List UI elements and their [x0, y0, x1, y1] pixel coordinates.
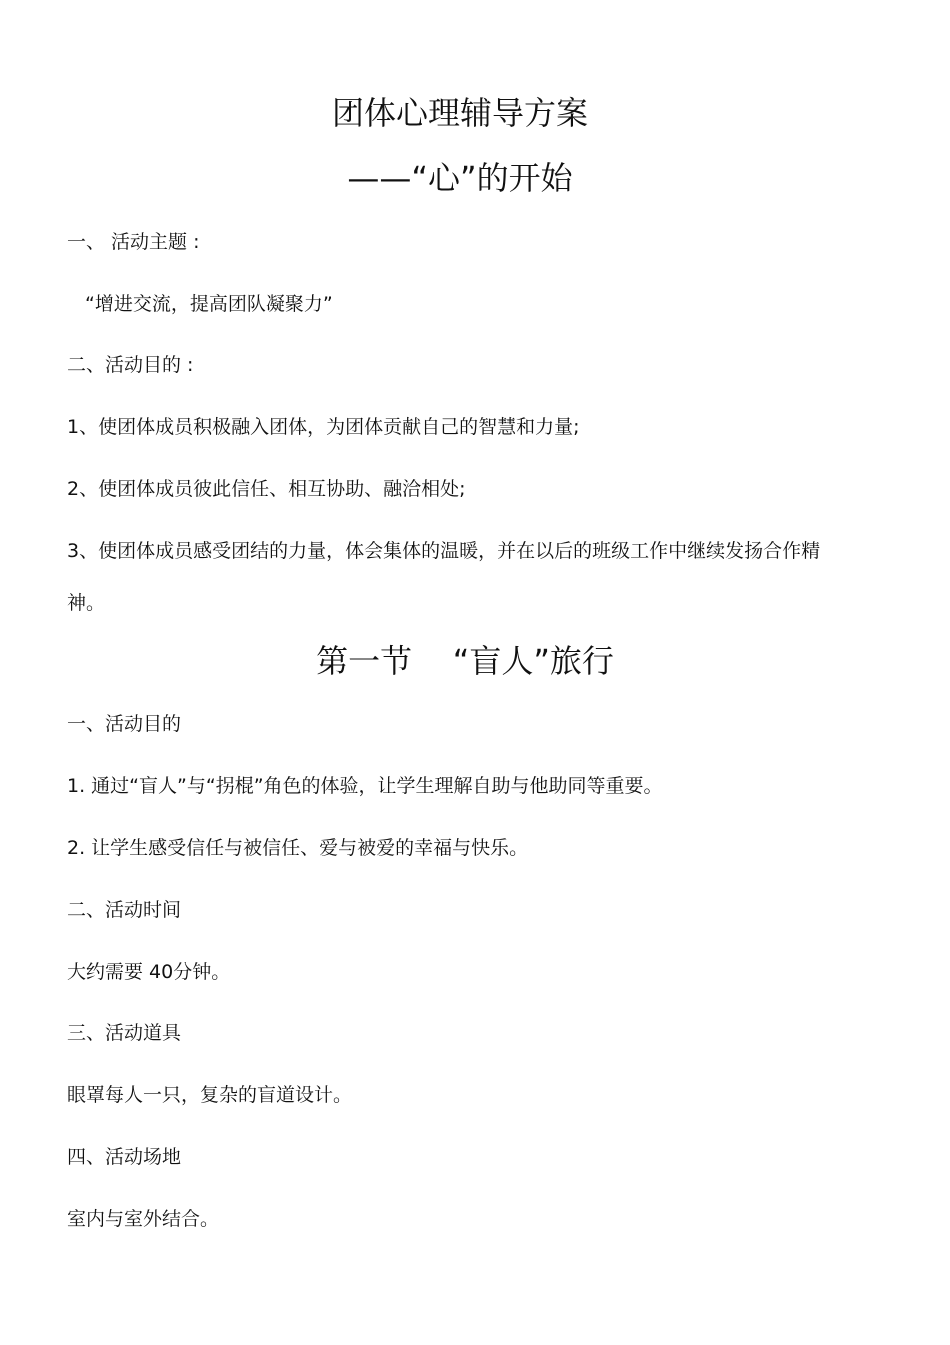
goal-heading: 一、活动目的: [67, 713, 182, 735]
document-title: 团体心理辅导方案: [331, 94, 588, 132]
time-text: 大约需要 40分钟。: [67, 961, 231, 983]
venue-heading: 四、活动场地: [67, 1146, 182, 1168]
document-subtitle: ——“心”的开始: [347, 159, 573, 197]
purpose-item-2: 2、使团体成员彼此信任、相互协助、融洽相处;: [67, 478, 466, 500]
purpose-item-1: 1、使团体成员积极融入团体，为团体贡献自己的智慧和力量;: [67, 416, 580, 438]
theme-heading: 一、 活动主题 :: [67, 231, 200, 253]
theme-text: “增进交流，提高团队凝聚力”: [85, 293, 333, 315]
venue-text: 室内与室外结合。: [67, 1208, 220, 1230]
props-text: 眼罩每人一只，复杂的盲道设计。: [67, 1084, 353, 1106]
goal-item-2: 2. 让学生感受信任与被信任、爱与被爱的幸福与快乐。: [67, 837, 529, 859]
section-title: 第一节 “盲人”旅行: [316, 642, 614, 680]
purpose-heading: 二、活动目的 :: [67, 354, 194, 376]
purpose-item-3: 3、使团体成员感受团结的力量，体会集体的温暖，并在以后的班级工作中继续发扬合作精神。: [67, 540, 821, 614]
props-heading: 三、活动道具: [67, 1022, 182, 1044]
goal-item-1: 1. 通过“盲人”与“拐棍”角色的体验，让学生理解自助与他助同等重要。: [67, 775, 663, 797]
time-heading: 二、活动时间: [67, 899, 182, 921]
